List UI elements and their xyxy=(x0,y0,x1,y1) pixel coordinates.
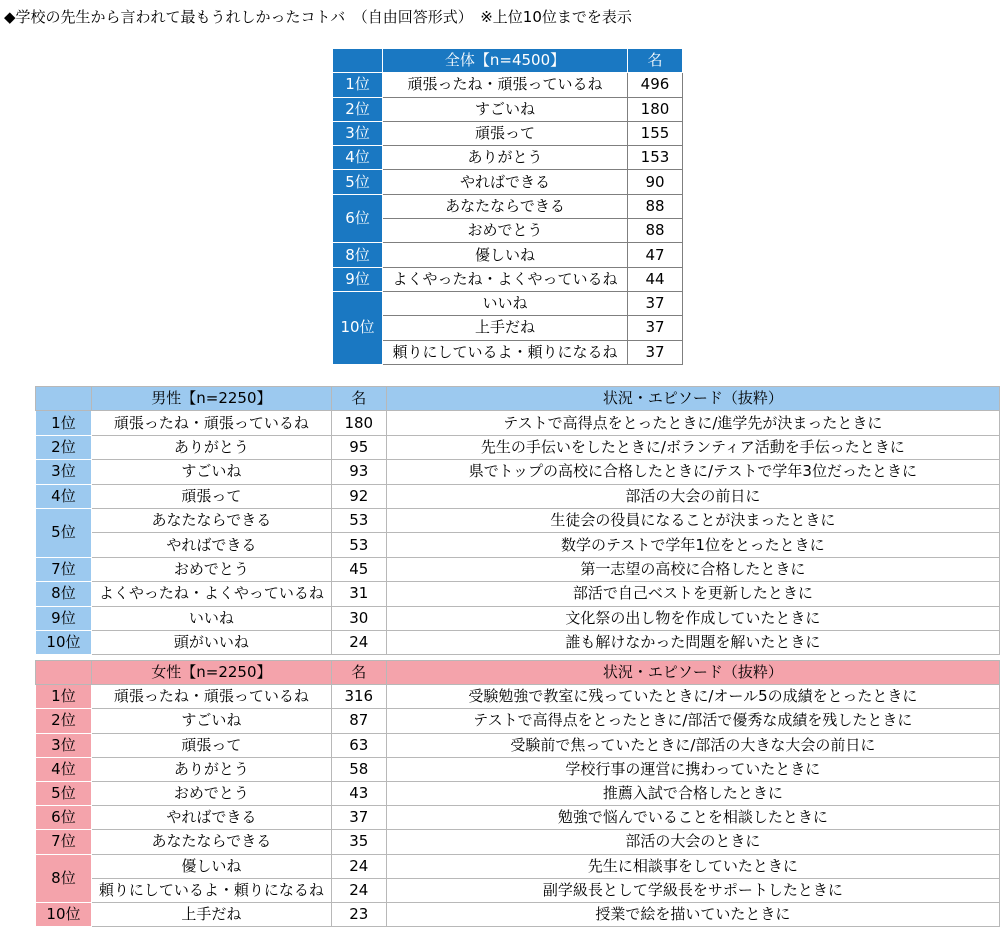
table-row xyxy=(36,902,1000,926)
rank-cell: 7位 xyxy=(36,830,92,854)
count-cell: 58 xyxy=(331,757,386,781)
episode-cell: 副学級長として学級長をサポートしたときに xyxy=(386,878,999,902)
rank-cell: 3位 xyxy=(333,121,383,145)
count-cell: 53 xyxy=(331,533,386,557)
header-unit: 名 xyxy=(331,387,386,411)
phrase-cell: あなたならできる xyxy=(383,194,628,218)
header-rank-cell xyxy=(333,49,383,73)
rank-cell: 6位 xyxy=(36,806,92,830)
count-cell: 24 xyxy=(331,878,386,902)
rank-cell: 1位 xyxy=(333,73,383,97)
phrase-cell: やればできる xyxy=(91,533,331,557)
rank-cell: 7位 xyxy=(36,557,92,581)
episode-cell: 生徒会の役員になることが決まったときに xyxy=(386,508,999,532)
count-cell: 95 xyxy=(331,435,386,459)
table-row xyxy=(333,291,683,315)
table-row xyxy=(36,582,1000,606)
count-cell: 88 xyxy=(628,219,683,243)
table-row xyxy=(36,533,1000,557)
phrase-cell: 頑張ったね・頑張っているね xyxy=(91,411,331,435)
episode-cell: 部活で自己ベストを更新したときに xyxy=(386,582,999,606)
phrase-cell: ありがとう xyxy=(383,146,628,170)
table-row xyxy=(36,411,1000,435)
phrase-cell: すごいね xyxy=(91,709,331,733)
header-row xyxy=(333,49,683,73)
rank-cell: 2位 xyxy=(333,97,383,121)
count-cell: 153 xyxy=(628,146,683,170)
count-cell: 24 xyxy=(331,630,386,654)
phrase-cell: 頼りにしているよ・頼りになるね xyxy=(383,340,628,364)
table-row xyxy=(333,340,683,364)
episode-cell: テストで高得点をとったときに/進学先が決まったときに xyxy=(386,411,999,435)
table-row xyxy=(333,73,683,97)
phrase-cell: いいね xyxy=(91,606,331,630)
count-cell: 37 xyxy=(628,340,683,364)
phrase-cell: 頑張って xyxy=(91,484,331,508)
page-title: ◆学校の先生から言われて最もうれしかったコトバ （自由回答形式） ※上位10位までを表示 xyxy=(4,8,632,26)
episode-cell: 授業で絵を描いていたときに xyxy=(386,902,999,926)
episode-cell: 推薦入試で合格したときに xyxy=(386,781,999,805)
table-row xyxy=(36,709,1000,733)
phrase-cell: 優しいね xyxy=(91,854,331,878)
table-row xyxy=(333,121,683,145)
table-row xyxy=(36,878,1000,902)
rank-cell: 2位 xyxy=(36,435,92,459)
episode-cell: 先生に相談事をしていたときに xyxy=(386,854,999,878)
table-row xyxy=(36,854,1000,878)
count-cell: 93 xyxy=(331,460,386,484)
phrase-cell: やればできる xyxy=(91,806,331,830)
phrase-cell: あなたならできる xyxy=(91,508,331,532)
count-cell: 23 xyxy=(331,902,386,926)
episode-cell: 文化祭の出し物を作成していたときに xyxy=(386,606,999,630)
table-row xyxy=(333,97,683,121)
count-cell: 63 xyxy=(331,733,386,757)
episode-cell: 部活の大会のときに xyxy=(386,830,999,854)
header-row xyxy=(36,661,1000,685)
phrase-cell: 頑張ったね・頑張っているね xyxy=(91,685,331,709)
header-label: 全体【n=4500】 xyxy=(383,49,628,73)
phrase-cell: ありがとう xyxy=(91,757,331,781)
table-row xyxy=(36,557,1000,581)
phrase-cell: 頑張って xyxy=(91,733,331,757)
rank-cell: 4位 xyxy=(333,146,383,170)
rank-cell: 6位 xyxy=(333,194,383,243)
rank-cell: 9位 xyxy=(333,267,383,291)
header-rank-cell xyxy=(36,387,92,411)
episode-cell: 誰も解けなかった問題を解いたときに xyxy=(386,630,999,654)
table-row xyxy=(36,685,1000,709)
rank-cell: 5位 xyxy=(333,170,383,194)
phrase-cell: 頼りにしているよ・頼りになるね xyxy=(91,878,331,902)
table-row xyxy=(333,267,683,291)
count-cell: 37 xyxy=(628,316,683,340)
count-cell: 316 xyxy=(331,685,386,709)
episode-cell: 先生の手伝いをしたときに/ボランティア活動を手伝ったときに xyxy=(386,435,999,459)
table-row xyxy=(36,630,1000,654)
rank-cell: 5位 xyxy=(36,508,92,557)
table-row xyxy=(333,146,683,170)
count-cell: 24 xyxy=(331,854,386,878)
count-cell: 30 xyxy=(331,606,386,630)
phrase-cell: おめでとう xyxy=(91,781,331,805)
episode-cell: 第一志望の高校に合格したときに xyxy=(386,557,999,581)
header-episode: 状況・エピソード（抜粋） xyxy=(386,387,999,411)
count-cell: 47 xyxy=(628,243,683,267)
table-row xyxy=(333,316,683,340)
count-cell: 90 xyxy=(628,170,683,194)
episode-cell: テストで高得点をとったときに/部活で優秀な成績を残したときに xyxy=(386,709,999,733)
rank-cell: 2位 xyxy=(36,709,92,733)
rank-cell: 10位 xyxy=(333,291,383,364)
rank-cell: 8位 xyxy=(36,854,92,902)
rank-cell: 10位 xyxy=(36,630,92,654)
rank-cell: 4位 xyxy=(36,484,92,508)
count-cell: 87 xyxy=(331,709,386,733)
phrase-cell: すごいね xyxy=(383,97,628,121)
count-cell: 496 xyxy=(628,73,683,97)
phrase-cell: よくやったね・よくやっているね xyxy=(91,582,331,606)
header-label: 女性【n=2250】 xyxy=(91,661,331,685)
count-cell: 53 xyxy=(331,508,386,532)
count-cell: 155 xyxy=(628,121,683,145)
count-cell: 37 xyxy=(331,806,386,830)
count-cell: 35 xyxy=(331,830,386,854)
count-cell: 180 xyxy=(331,411,386,435)
rank-cell: 10位 xyxy=(36,902,92,926)
table-row xyxy=(333,194,683,218)
table-row xyxy=(36,606,1000,630)
table-row xyxy=(333,243,683,267)
episode-cell: 県でトップの高校に合格したときに/テストで学年3位だったときに xyxy=(386,460,999,484)
count-cell: 92 xyxy=(331,484,386,508)
count-cell: 43 xyxy=(331,781,386,805)
rank-cell: 1位 xyxy=(36,411,92,435)
phrase-cell: すごいね xyxy=(91,460,331,484)
rank-cell: 4位 xyxy=(36,757,92,781)
episode-cell: 受験勉強で教室に残っていたときに/オール5の成績をとったときに xyxy=(386,685,999,709)
phrase-cell: おめでとう xyxy=(91,557,331,581)
rank-cell: 3位 xyxy=(36,460,92,484)
table-row xyxy=(36,484,1000,508)
phrase-cell: ありがとう xyxy=(91,435,331,459)
phrase-cell: 頭がいいね xyxy=(91,630,331,654)
rank-cell: 1位 xyxy=(36,685,92,709)
rank-cell: 8位 xyxy=(36,582,92,606)
table-row xyxy=(333,219,683,243)
episode-cell: 数学のテストで学年1位をとったときに xyxy=(386,533,999,557)
count-cell: 31 xyxy=(331,582,386,606)
table-row xyxy=(36,757,1000,781)
rank-cell: 8位 xyxy=(333,243,383,267)
phrase-cell: あなたならできる xyxy=(91,830,331,854)
count-cell: 45 xyxy=(331,557,386,581)
phrase-cell: 頑張って xyxy=(383,121,628,145)
phrase-cell: よくやったね・よくやっているね xyxy=(383,267,628,291)
rank-cell: 3位 xyxy=(36,733,92,757)
count-cell: 88 xyxy=(628,194,683,218)
count-cell: 44 xyxy=(628,267,683,291)
table-row xyxy=(333,170,683,194)
header-unit: 名 xyxy=(331,661,386,685)
rank-cell: 5位 xyxy=(36,781,92,805)
episode-cell: 学校行事の運営に携わっていたときに xyxy=(386,757,999,781)
table-row xyxy=(36,508,1000,532)
male-ranking-table xyxy=(35,386,1000,655)
phrase-cell: 頑張ったね・頑張っているね xyxy=(383,73,628,97)
episode-cell: 勉強で悩んでいることを相談したときに xyxy=(386,806,999,830)
header-row xyxy=(36,387,1000,411)
table-row xyxy=(36,733,1000,757)
table-row xyxy=(36,435,1000,459)
header-label: 男性【n=2250】 xyxy=(91,387,331,411)
episode-cell: 受験前で焦っていたときに/部活の大きな大会の前日に xyxy=(386,733,999,757)
overall-ranking-table xyxy=(332,48,683,365)
header-unit: 名 xyxy=(628,49,683,73)
phrase-cell: 優しいね xyxy=(383,243,628,267)
female-ranking-table xyxy=(35,660,1000,927)
phrase-cell: おめでとう xyxy=(383,219,628,243)
table-row xyxy=(36,806,1000,830)
episode-cell: 部活の大会の前日に xyxy=(386,484,999,508)
count-cell: 37 xyxy=(628,291,683,315)
header-episode: 状況・エピソード（抜粋） xyxy=(386,661,999,685)
header-rank-cell xyxy=(36,661,92,685)
table-row xyxy=(36,781,1000,805)
count-cell: 180 xyxy=(628,97,683,121)
phrase-cell: やればできる xyxy=(383,170,628,194)
phrase-cell: 上手だね xyxy=(383,316,628,340)
table-row xyxy=(36,830,1000,854)
phrase-cell: いいね xyxy=(383,291,628,315)
phrase-cell: 上手だね xyxy=(91,902,331,926)
table-row xyxy=(36,460,1000,484)
rank-cell: 9位 xyxy=(36,606,92,630)
